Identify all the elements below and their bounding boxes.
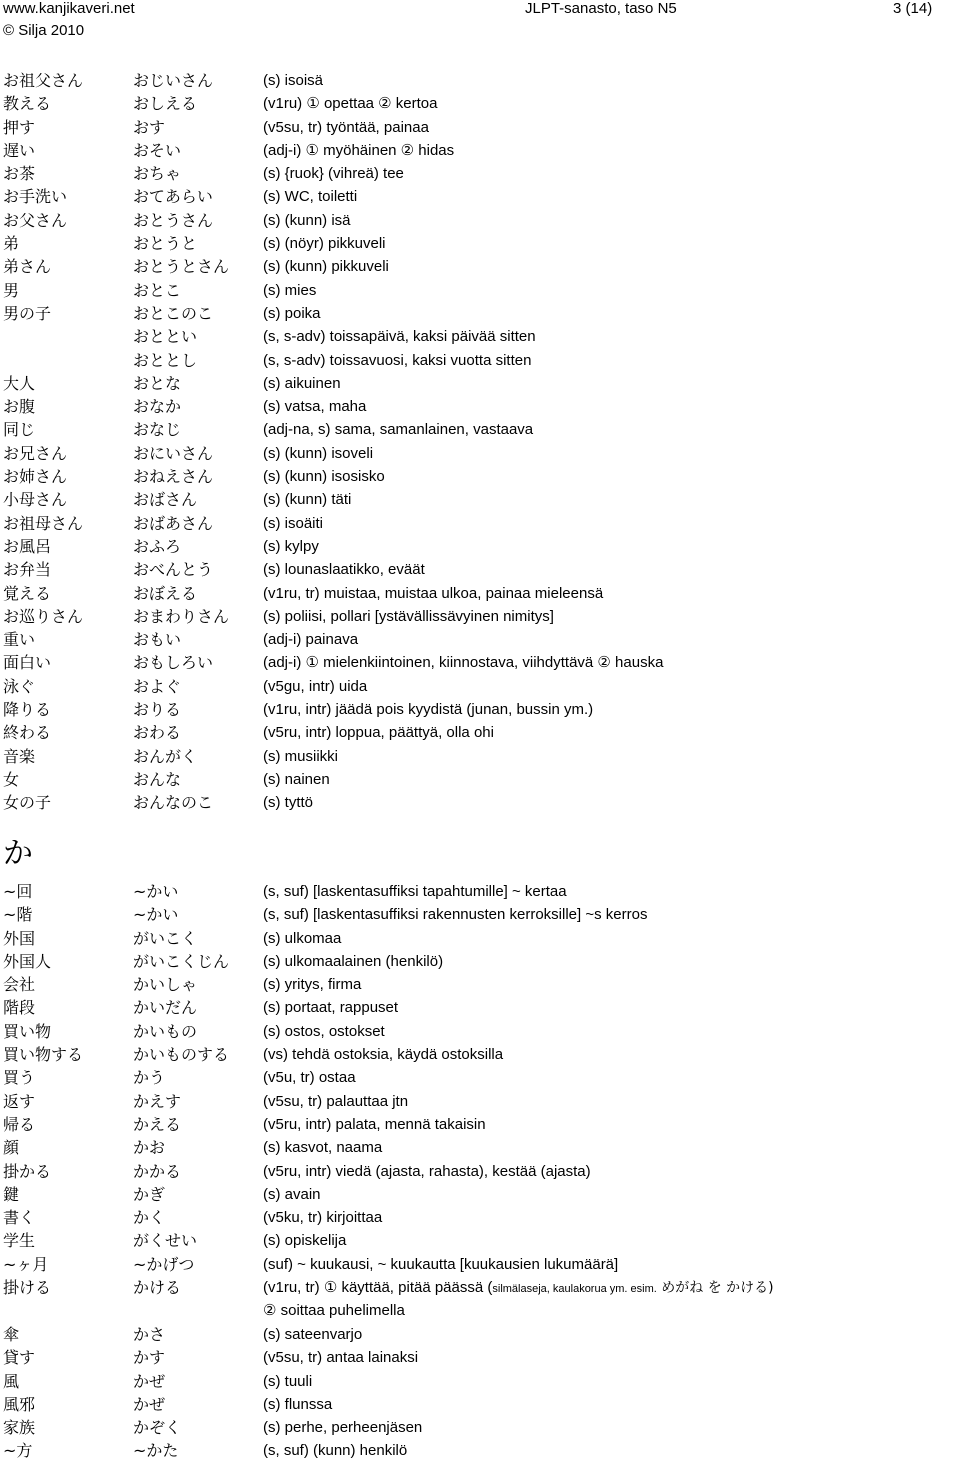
definition-cell: (v5su, tr) työntää, painaa xyxy=(263,118,429,136)
kanji-cell: ~方 xyxy=(3,1441,33,1461)
vocab-row xyxy=(0,1160,960,1183)
vocab-row xyxy=(0,465,960,488)
definition-cell: (s) lounaslaatikko, eväät xyxy=(263,561,425,579)
kana-cell: かいしゃ xyxy=(133,975,198,995)
definition-cell: (adj-i) ① mielenkiintoinen, kiinnostava, viihdyttävä ② hauska xyxy=(263,654,664,672)
vocab-row xyxy=(0,1183,960,1206)
kanji-cell: 階段 xyxy=(3,998,36,1018)
definition-cell: (s) {ruok} (vihreä) tee xyxy=(263,165,404,183)
definition-cell: (s) (nöyr) pikkuveli xyxy=(263,235,386,253)
vocab-row xyxy=(0,185,960,208)
kanji-cell: 買い物する xyxy=(3,1045,84,1065)
kana-cell: がくせい xyxy=(133,1231,198,1251)
vocab-row xyxy=(0,116,960,139)
definition-cell: (v5su, tr) antaa lainaksi xyxy=(263,1349,419,1367)
kana-cell: おまわりさん xyxy=(133,606,230,626)
kana-cell: かける xyxy=(133,1278,182,1297)
kana-cell: かく xyxy=(133,1208,166,1228)
kanji-cell: ~ヶ月 xyxy=(3,1254,49,1274)
definition-cell xyxy=(263,1276,774,1301)
vocab-row xyxy=(0,512,960,535)
vocab-section-ka-2 xyxy=(0,1323,960,1463)
kana-cell: おととい xyxy=(133,327,198,347)
definition-cell: (s) nainen xyxy=(263,770,330,788)
definition-cell: (s) flunssa xyxy=(263,1395,333,1413)
definition-cell: (s) isoisä xyxy=(263,72,324,89)
definition-cell: (s) tyttö xyxy=(263,794,314,812)
vocab-row xyxy=(0,372,960,395)
kanji-cell: お父さん xyxy=(3,210,68,230)
vocab-row xyxy=(0,1276,960,1299)
vocab-row xyxy=(0,973,960,996)
kana-cell: おんなのこ xyxy=(133,793,214,813)
vocab-row xyxy=(0,418,960,441)
vocab-section-o xyxy=(0,69,960,815)
kana-cell: おにいさん xyxy=(133,443,214,463)
kana-cell: おす xyxy=(133,117,166,137)
definition-cell: (s) aikuinen xyxy=(263,374,341,392)
copyright: © Silja 2010 xyxy=(3,22,85,39)
vocab-row xyxy=(0,535,960,558)
kana-cell: かいものする xyxy=(133,1045,230,1065)
definition-cell: (s) isoäiti xyxy=(263,514,324,532)
kanji-cell: 小母さん xyxy=(3,490,68,510)
definition-cell: (s, suf) [laskentasuffiksi rakennusten kerroksille] ~s kerros xyxy=(263,906,648,924)
vocab-row xyxy=(0,1206,960,1229)
kana-cell: おねえさん xyxy=(133,467,214,487)
vocab-row xyxy=(0,1043,960,1066)
kanji-cell: 外国 xyxy=(3,928,36,948)
document-title: JLPT-sanasto, taso N5 xyxy=(525,0,677,17)
kana-cell: ~かげつ xyxy=(133,1254,195,1274)
kanji-cell: 終わる xyxy=(3,723,52,743)
kanji-cell: ~階 xyxy=(3,905,33,925)
definition-cell: (v5su, tr) palauttaa jtn xyxy=(263,1092,409,1110)
vocab-row xyxy=(0,139,960,162)
section-heading-ka: か xyxy=(3,836,33,871)
vocab-row xyxy=(0,903,960,926)
definition-cell: (v5u, tr) ostaa xyxy=(263,1069,356,1087)
definition-cell: (v5gu, intr) uida xyxy=(263,677,368,695)
kanji-cell: 帰る xyxy=(3,1114,36,1134)
vocab-row xyxy=(0,69,960,92)
kanji-cell: 鍵 xyxy=(3,1184,20,1204)
kanji-cell: お弁当 xyxy=(3,560,52,580)
kanji-cell: 掛かる xyxy=(3,1161,52,1181)
kanji-cell: 女 xyxy=(3,769,20,789)
kanji-cell: 音楽 xyxy=(3,746,36,766)
definition-cell: (v5ru, intr) viedä (ajasta, rahasta), kestää (ajasta) xyxy=(263,1162,591,1180)
kanji-cell: 貸す xyxy=(3,1348,36,1368)
site-url[interactable]: www.kanjikaveri.net xyxy=(3,0,135,17)
kanji-cell: 降りる xyxy=(3,700,52,720)
definition-cell: (vs) tehdä ostoksia, käydä ostoksilla xyxy=(263,1046,504,1064)
vocab-row xyxy=(0,1346,960,1369)
kana-cell: かいだん xyxy=(133,998,198,1018)
kanji-cell: 重い xyxy=(3,630,36,650)
kanji-cell: 学生 xyxy=(3,1231,36,1251)
kanji-cell: お祖父さん xyxy=(3,71,84,90)
definition-cell: (s) vatsa, maha xyxy=(263,398,367,416)
kana-cell: おしえる xyxy=(133,94,198,114)
definition-cell: (s) WC, toiletti xyxy=(263,188,358,206)
vocab-row xyxy=(0,996,960,1019)
kana-cell: おりる xyxy=(133,700,182,720)
definition-cell: (s) ulkomaalainen (henkilö) xyxy=(263,952,444,970)
vocab-row-continuation xyxy=(0,1299,960,1322)
kana-cell: おもしろい xyxy=(133,653,214,673)
kana-cell: かぜ xyxy=(133,1394,166,1414)
kanji-cell: 男 xyxy=(3,280,20,300)
kanji-cell: 会社 xyxy=(3,975,36,995)
kana-cell: おとうとさん xyxy=(133,257,230,277)
definition-cell: (s) poika xyxy=(263,304,321,322)
kanji-cell: 買い物 xyxy=(3,1021,52,1041)
definition-cell: (s) (kunn) isosisko xyxy=(263,468,385,486)
definition-cell: (s) sateenvarjo xyxy=(263,1326,363,1343)
kana-cell: おとな xyxy=(133,373,182,393)
definition-cell: (s, s-adv) toissapäivä, kaksi päivää sitten xyxy=(263,328,536,346)
definition-cell: (adj-na, s) sama, samanlainen, vastaava xyxy=(263,421,534,439)
kana-cell: おばあさん xyxy=(133,513,214,533)
kanji-cell: お巡りさん xyxy=(3,606,84,626)
kanji-cell: お兄さん xyxy=(3,443,68,463)
kana-cell: おととし xyxy=(133,350,198,370)
definition-cell: (s) ostos, ostokset xyxy=(263,1022,385,1040)
kana-cell: おとこ xyxy=(133,280,182,300)
kanji-cell: 傘 xyxy=(3,1325,20,1344)
kanji-cell: 泳ぐ xyxy=(3,676,36,696)
kana-cell: おとうさん xyxy=(133,210,214,230)
definition-example: めがね を かける) xyxy=(656,1280,774,1296)
vocab-row xyxy=(0,1113,960,1136)
vocab-row xyxy=(0,162,960,185)
kanji-cell: 掛ける xyxy=(3,1278,52,1297)
definition-cell: (s) perhe, perheenjäsen xyxy=(263,1419,423,1437)
kana-cell: おなじ xyxy=(133,420,182,440)
kanji-cell: 女の子 xyxy=(3,793,52,813)
kanji-cell: 覚える xyxy=(3,583,52,603)
kanji-cell: 風邪 xyxy=(3,1394,36,1414)
kanji-cell: 同じ xyxy=(3,420,36,440)
vocab-row xyxy=(0,721,960,744)
kanji-cell: 大人 xyxy=(3,373,36,393)
definition-cell: (s) kylpy xyxy=(263,537,319,555)
kanji-cell: 弟さん xyxy=(3,257,52,277)
kana-cell: かぎ xyxy=(133,1184,166,1204)
kana-cell: かえす xyxy=(133,1091,182,1111)
vocab-row xyxy=(0,1066,960,1089)
kanji-cell: 教える xyxy=(3,94,52,114)
kana-cell: かいもの xyxy=(133,1021,198,1041)
kanji-cell: 家族 xyxy=(3,1418,36,1438)
kana-cell: おてあらい xyxy=(133,187,213,207)
kana-cell: ~かい xyxy=(133,905,179,925)
vocab-row xyxy=(0,675,960,698)
kana-cell: かす xyxy=(133,1348,166,1368)
kana-cell: かかる xyxy=(133,1161,182,1181)
kana-cell: ~かい xyxy=(133,882,179,901)
kanji-cell: ~回 xyxy=(3,882,33,901)
kana-cell: がいこくじん xyxy=(133,951,230,971)
definition-cell: (s) avain xyxy=(263,1185,321,1203)
kana-cell: おじいさん xyxy=(133,71,214,90)
kana-cell: ~かた xyxy=(133,1441,179,1461)
kanji-cell: 買う xyxy=(3,1068,36,1088)
definition-note: silmälaseja, kaulakorua ym. esim. xyxy=(492,1283,657,1295)
kana-cell: おなか xyxy=(133,397,182,417)
vocab-row xyxy=(0,1253,960,1276)
definition-cell: (s, suf) (kunn) henkilö xyxy=(263,1442,408,1460)
kana-cell: おべんとう xyxy=(133,560,214,580)
vocab-row xyxy=(0,582,960,605)
definition-cell: (v1ru, tr) muistaa, muistaa ulkoa, painaa mieleensä xyxy=(263,584,604,602)
kana-cell: かえる xyxy=(133,1114,182,1134)
kanji-cell: 押す xyxy=(3,117,36,137)
page-number: 3 (14) xyxy=(893,0,933,17)
vocab-row xyxy=(0,791,960,814)
definition-cell: (s) opiskelija xyxy=(263,1232,347,1250)
vocab-row xyxy=(0,558,960,581)
vocab-row xyxy=(0,1090,960,1113)
vocab-row xyxy=(0,92,960,115)
kana-cell: おちゃ xyxy=(133,164,182,184)
definition-cell: (v5ru, intr) loppua, päättyä, olla ohi xyxy=(263,724,494,742)
vocab-row xyxy=(0,651,960,674)
vocab-row xyxy=(0,1229,960,1252)
definition-cell: (s) musiikki xyxy=(263,747,338,765)
vocab-row xyxy=(0,1136,960,1159)
definition-cell: (s) (kunn) pikkuveli xyxy=(263,258,389,276)
kana-cell: およぐ xyxy=(133,676,182,696)
vocab-row xyxy=(0,302,960,325)
vocab-row xyxy=(0,349,960,372)
kanji-cell: 面白い xyxy=(3,653,52,673)
definition-cell: (v1ru) ① opettaa ② kertoa xyxy=(263,95,438,113)
vocab-row xyxy=(0,698,960,721)
vocab-row xyxy=(0,395,960,418)
kana-cell: おとうと xyxy=(133,234,198,254)
kanji-cell: 風 xyxy=(3,1371,20,1391)
definition-cell: (s) tuuli xyxy=(263,1372,313,1390)
kana-cell: おんな xyxy=(133,769,182,789)
definition-cell: (v5ku, tr) kirjoittaa xyxy=(263,1209,383,1227)
kanji-cell: 弟 xyxy=(3,234,20,254)
kanji-cell: 外国人 xyxy=(3,951,52,971)
vocab-row xyxy=(0,1439,960,1462)
vocab-row xyxy=(0,1416,960,1439)
definition-cell: (s) (kunn) isoveli xyxy=(263,444,374,462)
kana-cell: かぞく xyxy=(133,1418,182,1438)
vocab-row xyxy=(0,628,960,651)
vocab-row xyxy=(0,325,960,348)
vocab-row xyxy=(0,209,960,232)
definition-cell: (v5ru, intr) palata, mennä takaisin xyxy=(263,1115,486,1133)
kana-cell: おふろ xyxy=(133,536,182,556)
vocab-row xyxy=(0,745,960,768)
kana-cell: がいこく xyxy=(133,928,198,948)
definition-cell: (s) kasvot, naama xyxy=(263,1139,383,1157)
vocab-row xyxy=(0,1020,960,1043)
definition-cell: (s) ulkomaa xyxy=(263,929,342,947)
definition-cell: (s) portaat, rappuset xyxy=(263,999,399,1017)
definition-cell: (s) poliisi, pollari [ystävällissävyinen nimitys] xyxy=(263,607,554,625)
kanji-cell: お茶 xyxy=(3,164,36,184)
vocab-row xyxy=(0,1393,960,1416)
definition-cell: (s) (kunn) isä xyxy=(263,211,351,229)
definition-cell: (s, s-adv) toissavuosi, kaksi vuotta sitten xyxy=(263,351,532,369)
definition-cell: (adj-i) painava xyxy=(263,631,359,649)
kanji-cell: お腹 xyxy=(3,397,36,417)
definition-cell: (s, suf) [laskentasuffiksi tapahtumille] ~ kertaa xyxy=(263,883,567,900)
definition-cell: (s) yritys, firma xyxy=(263,976,362,994)
kana-cell: おそい xyxy=(133,140,182,160)
kana-cell: かう xyxy=(133,1068,166,1088)
vocab-row xyxy=(0,768,960,791)
kanji-cell: 書く xyxy=(3,1208,36,1228)
vocab-row xyxy=(0,605,960,628)
kana-cell: おもい xyxy=(133,630,182,650)
kana-cell: かさ xyxy=(133,1325,166,1344)
vocab-row xyxy=(0,255,960,278)
vocab-row xyxy=(0,927,960,950)
kana-cell: おんがく xyxy=(133,746,198,766)
kana-cell: おぼえる xyxy=(133,583,198,603)
vocab-row xyxy=(0,1370,960,1393)
definition-cell: (suf) ~ kuukausi, ~ kuukautta [kuukausien lukumäärä] xyxy=(263,1255,619,1273)
vocab-row xyxy=(0,1323,960,1346)
kanji-cell: お姉さん xyxy=(3,467,68,487)
kana-cell: おばさん xyxy=(133,490,198,510)
vocab-row xyxy=(0,880,960,903)
kanji-cell: 男の子 xyxy=(3,303,52,323)
definition-part: (v1ru, tr) ① käyttää, pitää päässä ( xyxy=(263,1279,493,1296)
kanji-cell: 顔 xyxy=(3,1138,20,1158)
kanji-cell: お手洗い xyxy=(3,187,68,207)
kana-cell: かお xyxy=(133,1138,166,1158)
definition-cell: (s) mies xyxy=(263,281,317,299)
kanji-cell: お祖母さん xyxy=(3,513,84,533)
vocab-section-ka xyxy=(0,880,960,1276)
kanji-cell: 返す xyxy=(3,1091,36,1111)
definition-cell: ② soittaa puhelimella xyxy=(263,1302,405,1320)
definition-cell: (adj-i) ① myöhäinen ② hidas xyxy=(263,141,455,159)
kana-cell: かぜ xyxy=(133,1371,166,1391)
vocab-row xyxy=(0,232,960,255)
kana-cell: おわる xyxy=(133,723,182,743)
vocab-row xyxy=(0,488,960,511)
definition-cell: (v1ru, intr) jäädä pois kyydistä (junan, bussin ym.) xyxy=(263,701,594,719)
kanji-cell: お風呂 xyxy=(3,536,52,556)
definition-cell: (s) (kunn) täti xyxy=(263,491,352,509)
vocab-row xyxy=(0,442,960,465)
vocab-row xyxy=(0,950,960,973)
vocab-entry-kakeru xyxy=(0,1276,960,1323)
kanji-cell: 遅い xyxy=(3,140,36,160)
kana-cell: おとこのこ xyxy=(133,303,214,323)
vocab-row xyxy=(0,279,960,302)
